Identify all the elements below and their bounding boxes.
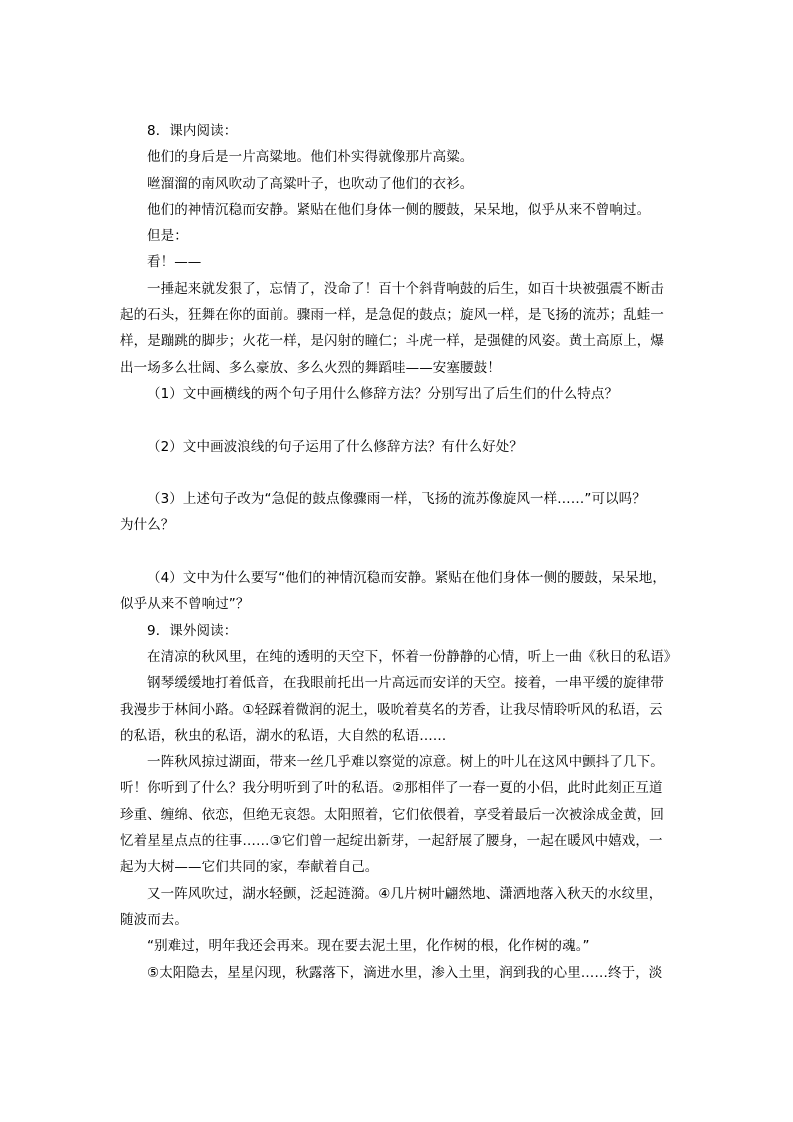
question-4-cont: 似乎从来不曾响过”？ — [120, 596, 250, 613]
question-1: （1）文中画横线的两个句子用什么修辞方法？分别写出了后生们的什么特点？ — [147, 385, 619, 402]
reading-line: 在清凉的秋风里，在纯的透明的天空下，怀着一份静静的心情，听上一曲《秋日的私语》 — [147, 648, 678, 665]
answer-space — [116, 539, 682, 565]
passage-line: 但是： — [147, 228, 188, 245]
reading-line: 忆着星星点点的往事……③它们曾一起绽出新芽，一起舒展了腰身，一起在暖风中嬉戏，一 — [120, 833, 663, 850]
document-content — [116, 118, 682, 986]
reading-line: 我漫步于林间小路。①轻踩着微润的泥土，吸吮着莫名的芳香，让我尽情聆听风的私语，云 — [120, 701, 663, 718]
reading-line: “别难过，明年我还会再来。现在要去泥土里，化作树的根，化作树的魂。” — [147, 938, 590, 955]
answer-space — [116, 407, 682, 433]
reading-line: 钢琴缓缓地打着低音，在我眼前托出一片高远而安详的天空。接着，一串平缓的旋律带 — [147, 675, 664, 692]
reading-line: 又一阵风吹过，湖水轻颤，泛起涟漪。④几片树叶翩然地、潇洒地落入秋天的水纹里， — [147, 885, 663, 902]
paragraph-line: 出一场多么壮阔、多么豪放、多么火烈的舞蹈哇——安塞腰鼓！ — [120, 359, 501, 376]
reading-line: ⑤太阳隐去，星星闪现，秋露落下，滴进水里，渗入土里，润到我的心里……终于，淡 — [147, 964, 663, 981]
passage-line: 看！—— — [147, 254, 202, 271]
section9-heading: 9．课外阅读： — [147, 622, 238, 639]
question-2: （2）文中画波浪线的句子运用了什么修辞方法？有什么好处？ — [147, 438, 523, 455]
paragraph-line: 样，是蹦跳的脚步；火花一样，是闪射的瞳仁；斗虎一样，是强健的风姿。黄土高原上，爆 — [120, 333, 664, 350]
reading-line: 的私语，秋虫的私语，湖水的私语，大自然的私语…… — [120, 727, 447, 744]
reading-line: 一阵秋风掠过湖面，带来一丝几乎难以察觉的凉意。树上的叶儿在这风中颤抖了几下。 — [147, 754, 664, 771]
question-3-cont: 为什么？ — [120, 517, 175, 534]
question-3: （3）上述句子改为“急促的鼓点像骤雨一样，飞扬的流苏像旋风一样……”可以吗？ — [147, 491, 646, 508]
reading-line: 听！你听到了什么？我分明听到了叶的私语。②那相伴了一春一夏的小侣，此时此刻正互道 — [120, 780, 663, 797]
passage-line: 咝溜溜的南风吹动了高粱叶子，也吹动了他们的衣衫。 — [147, 175, 474, 192]
paragraph-line: 起的石头，狂舞在你的面前。骤雨一样，是急促的鼓点；旋风一样，是飞扬的流苏；乱蛙一 — [120, 307, 664, 324]
reading-line: 起为大树——它们共同的家，奉献着自己。 — [120, 859, 379, 876]
passage-line: 他们的身后是一片高粱地。他们朴实得就像那片高粱。 — [147, 149, 474, 166]
section8-heading: 8．课内阅读： — [147, 123, 238, 139]
reading-line: 随波而去。 — [120, 911, 188, 928]
answer-space — [116, 460, 682, 486]
passage-line: 他们的神情沉稳而安静。紧贴在他们身体一侧的腰鼓，呆呆地，似乎从来不曾响过。 — [147, 201, 651, 218]
question-4: （4）文中为什么要写“他们的神情沉稳而安静。紧贴在他们身体一侧的腰鼓，呆呆地， — [147, 570, 666, 587]
reading-line: 珍重、缠绵、依恋，但绝无哀怨。太阳照着，它们依偎着，享受着最后一次被涂成金黄，回 — [120, 806, 664, 823]
paragraph-line: 一捶起来就发狠了，忘情了，没命了！百十个斜背响鼓的后生，如百十块被强震不断击 — [147, 280, 664, 297]
